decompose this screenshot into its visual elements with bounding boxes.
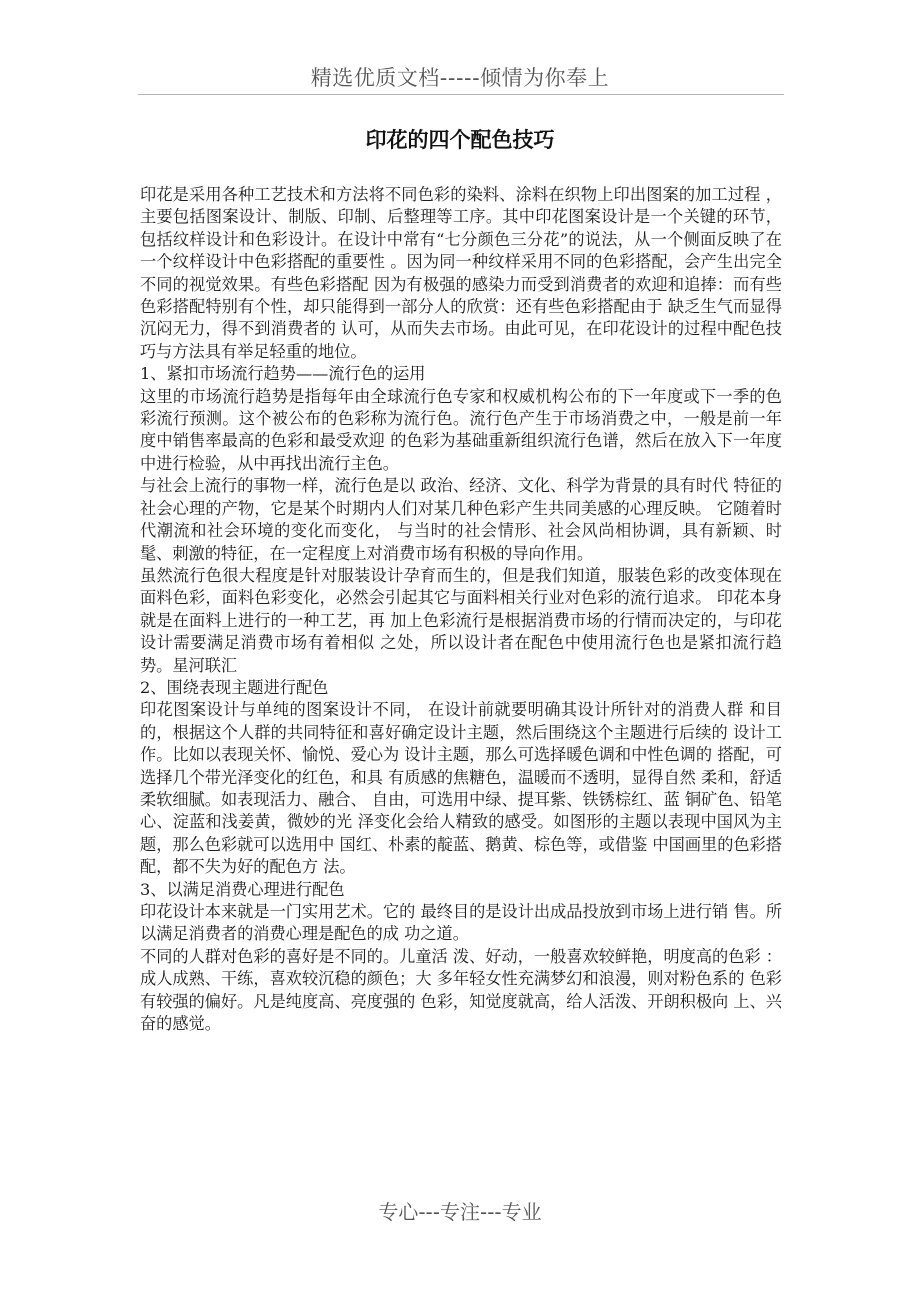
- section-1-paragraph-1: 这里的市场流行趋势是指每年由全球流行色专家和权威机构公布的下一年度或下一季的色彩流行预测。这个被公布的色彩称为流行色。流行色产生于市场消费之中，一般是前一年度中销售率最高的色彩和最受欢迎 的色彩为基础重新组织流行色谱，然后在放入下一年度中进行检验，从中再找出流行主色。: [140, 386, 782, 473]
- document-body: [140, 184, 782, 1035]
- section-1-paragraph-3: 虽然流行色很大程度是针对服装设计孕育而生的，但是我们知道，服装色彩的改变体现在面料色彩，面料色彩变化，必然会引起其它与面料相关行业对色彩的流行追求。 印花本身就是在面料上进行的一种工艺，再 加上色彩流行是根据消费市场的行情而决定的，与印花设计需要满足消费市场有着相似 之处，所以设计者在配色中使用流行色也是紧扣流行趋势。星河联汇: [140, 565, 782, 675]
- section-heading-1: 1、紧扣市场流行趋势——流行色的运用: [140, 364, 426, 384]
- header-divider: [138, 94, 784, 95]
- intro-paragraph: 印花是采用各种工艺技术和方法将不同色彩的染料、涂料在织物上印出图案的加工过程 ，主要包括图案设计、制版、印制、后整理等工序。其中印花图案设计是一个关键的环节，包括纹样设计和色彩设计。在设计中常有“七分颜色三分花”的说法，从一个侧面反映了在一个纹样设计中色彩搭配的重要性 。因为同一种纹样采用不同的色彩搭配，会产生出完全不同的视觉效果。有些色彩搭配 因为有极强的感染力而受到消费者的欢迎和追捧：而有些色彩搭配特别有个性，却只能得到一部分人的欣赏：还有些色彩搭配由于 缺乏生气而显得沉闷无力，得不到消费者的 认可，从而失去市场。由此可见，在印花设计的过程中配色技巧与方法具有举足轻重的地位。: [140, 185, 782, 361]
- section-2-paragraph-1: 印花图案设计与单纯的图案设计不同， 在设计前就要明确其设计所针对的消费人群 和目的，根据这个人群的共同特征和喜好确定设计主题，然后围绕这个主题进行后续的 设计工作。比如以表现关怀、愉悦、爱心为 设计主题，那么可选择暖色调和中性色调的 搭配，可选择几个带光泽变化的红色，和具 有质感的焦糖色，温暖而不透明，显得自然 柔和，舒适柔软细腻。如表现活力、融合、 自由，可选用中绿、提耳紫、铁锈棕红、蓝 铜矿色、铅笔心、淀蓝和浅姜黄，微妙的光 泽变化会给人精致的感受。如图形的主题以表现中国风为主题，那么色彩就可以选用中 国红、朴素的靛蓝、鹅黄、棕色等，或借鉴 中国画里的色彩搭配，都不失为好的配色方 法。: [140, 700, 782, 877]
- section-1-paragraph-2: 与社会上流行的事物一样，流行色是以 政治、经济、文化、科学为背景的具有时代 特征的社会心理的产物，它是某个时期内人们对某几种色彩产生共同美感的心理反映。 它随着时代潮流和社会环境的变化而变化， 与当时的社会情形、社会风尚相协调，具有新颖、时髦、刺激的特征，在一定程度上对消费市场有积极的导向作用。: [140, 476, 782, 563]
- section-3-paragraph-1: 印花设计本来就是一门实用艺术。它的 最终目的是设计出成品投放到市场上进行销 售。所以满足消费者的消费心理是配色的成 功之道。: [140, 902, 782, 944]
- document-title: 印花的四个配色技巧: [365, 128, 555, 152]
- page-footer: 专心---专注---专业: [378, 1200, 542, 1224]
- section-heading-2: 2、围绕表现主题进行配色: [140, 677, 329, 697]
- section-heading-3: 3、以满足消费心理进行配色: [140, 879, 345, 899]
- page-header: 精选优质文档-----倾情为你奉上: [310, 66, 610, 90]
- section-3-paragraph-2: 不同的人群对色彩的喜好是不同的。儿童活 泼、好动，一般喜欢较鲜艳，明度高的色彩 ：成人成熟、干练，喜欢较沉稳的颜色；大 多年轻女性充满梦幻和浪漫，则对粉色系的 色彩有较强的偏好。凡是纯度高、亮度强的 色彩，知觉度就高，给人活泼、开朗积极向 上、兴奋的感觉。: [140, 946, 782, 1034]
